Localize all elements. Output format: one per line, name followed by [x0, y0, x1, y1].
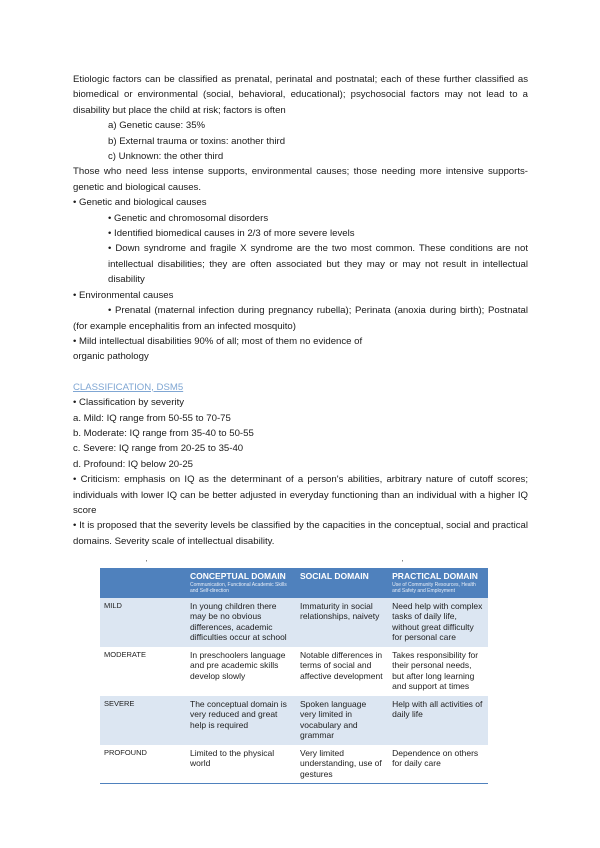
- header-blank-cell: [100, 568, 186, 598]
- stray-mark: ': [146, 560, 148, 567]
- conceptual-cell: In preschoolers language and pre academic skills develop slowly: [186, 647, 296, 696]
- level-cell: MODERATE: [100, 647, 186, 696]
- level-cell: MILD: [100, 598, 186, 647]
- proposal-paragraph: • It is proposed that the severity levels be classified by the capacities in the conceptual, social and practical domains. Severity scale of intellectual disability.: [73, 520, 528, 547]
- genetic-item: • Down syndrome and fragile X syndrome are the two most common. These conditions are not intellectual disabilities; they are often associated but they may or may not result in intellectual disability: [108, 243, 528, 286]
- practical-cell: Takes responsibility for their personal needs, but after long learning and support at times: [388, 647, 488, 696]
- social-cell: Spoken language very limited in vocabulary and grammar: [296, 696, 388, 745]
- header-title: PRACTICAL DOMAIN: [392, 571, 478, 581]
- environmental-item: • Prenatal (maternal infection during pregnancy rubella); Perinata (anoxia during birth); Postnatal (for example encephalitis from an infected mosquito): [73, 305, 528, 332]
- severity-item: c. Severe: IQ range from 20-25 to 35-40: [73, 443, 244, 455]
- criticism-paragraph: • Criticism: emphasis on IQ as the determinant of a person's abilities, arbitrary nature of cutoff scores; individuals with lower IQ can be better adjusted in everyday functioning than an individual with a higher IQ score: [73, 474, 528, 516]
- table-row: [100, 598, 488, 647]
- severity-item: b. Moderate: IQ range from 35-40 to 50-55: [73, 427, 254, 439]
- supports-paragraph: Those who need less intense supports, environmental causes; those needing more intensive supports- genetic and biological causes.: [73, 166, 528, 193]
- document-body: [73, 72, 528, 549]
- severity-item: a. Mild: IQ range from 50-55 to 70-75: [73, 412, 231, 424]
- genetic-causes-heading: • Genetic and biological causes: [73, 197, 207, 209]
- classification-heading: CLASSIFICATION, DSM5: [73, 381, 184, 393]
- genetic-item: • Identified biomedical causes in 2/3 of more severe levels: [108, 228, 355, 240]
- level-cell: PROFOUND: [100, 745, 186, 784]
- conceptual-cell: In young children there may be no obvious differences, academic difficulties occur at school: [186, 598, 296, 647]
- header-social: [296, 568, 388, 598]
- header-title: SOCIAL DOMAIN: [300, 571, 369, 581]
- header-title: CONCEPTUAL DOMAIN: [190, 571, 286, 581]
- cause-item: c) Unknown: the other third: [108, 151, 224, 163]
- practical-cell: Dependence on others for daily care: [388, 745, 488, 784]
- organic-pathology-line: organic pathology: [73, 351, 149, 363]
- practical-cell: Help with all activities of daily life: [388, 696, 488, 745]
- mild-disabilities-line: • Mild intellectual disabilities 90% of all; most of them no evidence of: [73, 335, 363, 347]
- table-row: [100, 745, 488, 784]
- header-practical: [388, 568, 488, 598]
- stray-mark: ': [402, 560, 404, 567]
- conceptual-cell: Limited to the physical world: [186, 745, 296, 784]
- cause-item: b) External trauma or toxins: another third: [108, 135, 286, 147]
- table-row: [100, 647, 488, 696]
- intro-paragraph: Etiologic factors can be classified as prenatal, perinatal and postnatal; each of these further classified as biomedical or environmental (social, behavioral, educational); psychosocial factors may not lead to a disability but place the child at risk; factors is often: [73, 74, 528, 116]
- conceptual-cell: The conceptual domain is very reduced and great help is required: [186, 696, 296, 745]
- header-subtitle: Communication, Functional Academic Skills and Self-direction: [190, 581, 287, 594]
- social-cell: Immaturity in social relationships, naivety: [296, 598, 388, 647]
- header-conceptual: [186, 568, 296, 598]
- table-header-row: [100, 568, 488, 598]
- header-subtitle: Use of Community Resources, Health and Safety and Employment: [392, 581, 476, 594]
- severity-heading: • Classification by severity: [73, 397, 185, 409]
- level-cell: SEVERE: [100, 696, 186, 745]
- social-cell: Notable differences in terms of social and affective development: [296, 647, 388, 696]
- severity-item: d. Profound: IQ below 20-25: [73, 458, 193, 470]
- social-cell: Very limited understanding, use of gestures: [296, 745, 388, 784]
- cause-item: a) Genetic cause: 35%: [108, 120, 206, 132]
- table-row: [100, 696, 488, 745]
- practical-cell: Need help with complex tasks of daily life, without great difficulty for personal care: [388, 598, 488, 647]
- environmental-causes-heading: • Environmental causes: [73, 289, 174, 301]
- severity-scale-table: [100, 568, 488, 784]
- genetic-item: • Genetic and chromosomal disorders: [108, 212, 269, 224]
